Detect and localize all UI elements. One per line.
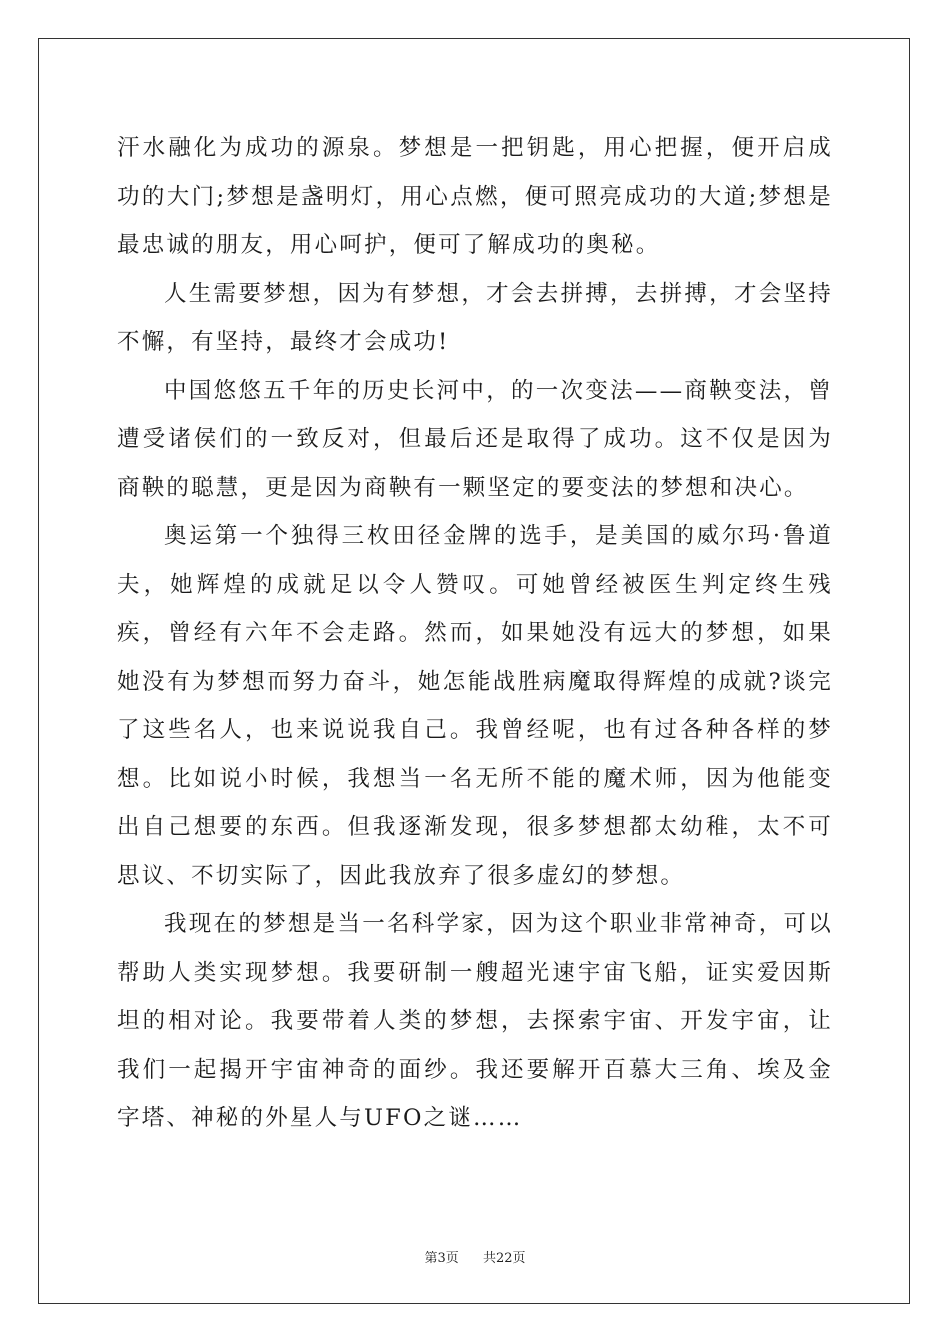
page-total: 共22页 [483, 1251, 526, 1266]
document-body [117, 124, 833, 1143]
paragraph-1: 汗水融化为成功的源泉。梦想是一把钥匙，用心把握，便开启成功的大门;梦想是盏明灯，用心点燃，便可照亮成功的大道;梦想是最忠诚的朋友，用心呵护，便可了解成功的奥秘。 [117, 135, 833, 258]
paragraph-2: 人生需要梦想，因为有梦想，才会去拼搏，去拼搏，才会坚持不懈，有坚持，最终才会成功! [117, 280, 833, 355]
page-footer [0, 1247, 950, 1266]
paragraph-3: 中国悠悠五千年的历史长河中，的一次变法——商鞅变法，曾遭受诸侯们的一致反对，但最后还是取得了成功。这不仅是因为商鞅的聪慧，更是因为商鞅有一颗坚定的要变法的梦想和决心。 [117, 377, 833, 501]
page-number: 第3页 [424, 1251, 459, 1266]
paragraph-4: 奥运第一个独得三枚田径金牌的选手，是美国的威尔玛·鲁道夫，她辉煌的成就足以令人赞叹。可她曾经被医生判定终生残疾，曾经有六年不会走路。然而，如果她没有远大的梦想，如果她没有为梦想而努力奋斗，她怎能战胜病魔取得辉煌的成就?谈完了这些名人，也来说说我自己。我曾经呢，也有过各种各样的梦想。比如说小时候，我想当一名无所不能的魔术师，因为他能变出自己想要的东西。但我逐渐发现，很多梦想都太幼稚，太不可思议、不切实际了，因此我放弃了很多虚幻的梦想。 [117, 523, 833, 889]
paragraph-5: 我现在的梦想是当一名科学家，因为这个职业非常神奇，可以帮助人类实现梦想。我要研制一艘超光速宇宙飞船，证实爱因斯坦的相对论。我要带着人类的梦想，去探索宇宙、开发宇宙，让我们一起揭开宇宙神奇的面纱。我还要解开百慕大三角、埃及金字塔、神秘的外星人与UFO之谜…… [117, 911, 833, 1131]
